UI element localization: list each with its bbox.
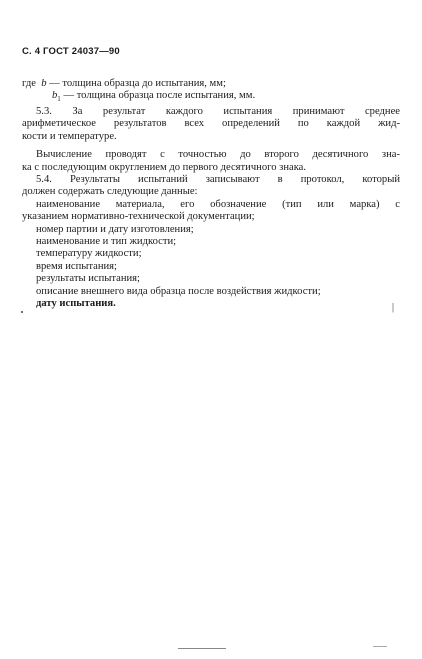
list-item-time: время испытания; [36, 260, 117, 272]
calculation-line-1: Вычисление проводят с точностью до второго десятичного зна- [36, 149, 400, 161]
list-item-liquid: наименование и тип жидкости; [36, 235, 177, 247]
document-body [22, 78, 400, 310]
clause-5-4-line-1: 5.4. Результаты испытаний записывают в протокол, который [36, 173, 400, 185]
list-item-material-line-1: наименование материала, его обозначение (тип или марка) с [36, 198, 400, 210]
calculation-line-2: ка с последующим округлением до первого десятичного знака. [22, 161, 307, 173]
clause-5-4-line-2: должен содержать следующие данные: [22, 186, 198, 198]
footer-rule [178, 648, 226, 649]
where-label: где [22, 78, 36, 89]
formula-legend-b1 [22, 90, 400, 106]
clause-5-3-line-1: 5.3. За результат каждого испытания принимают среднее [36, 105, 400, 117]
list-item-results: результаты испытания; [36, 273, 140, 285]
scan-tick: | [392, 302, 395, 313]
page-header: С. 4 ГОСТ 24037—90 [22, 46, 120, 57]
symbol-b: b [41, 78, 47, 89]
scan-dot [21, 311, 23, 313]
list-item-date: дату испытания. [36, 298, 116, 310]
footer-mark [373, 646, 387, 647]
symbol-b1: b [52, 90, 58, 102]
clause-5-3-line-2: арифметическое результатов всех определений по каждой жид- [22, 118, 400, 130]
symbol-b1-subscript: 1 [57, 95, 61, 104]
formula-legend-b [22, 78, 400, 90]
list-item-batch: номер партии и дату изготовления; [36, 223, 194, 235]
list-item-temperature: температуру жидкости; [36, 248, 142, 260]
list-item-material-line-2: указанием нормативно-технической документации; [22, 211, 255, 223]
definition-b1: — толщина образца после испытания, мм. [60, 90, 256, 102]
clause-5-3-line-3: кости и температуре. [22, 130, 117, 142]
list-item-appearance: описание внешнего вида образца после воздействия жидкости; [36, 285, 321, 297]
definition-b: — толщина образца до испытания, мм; [46, 78, 226, 89]
